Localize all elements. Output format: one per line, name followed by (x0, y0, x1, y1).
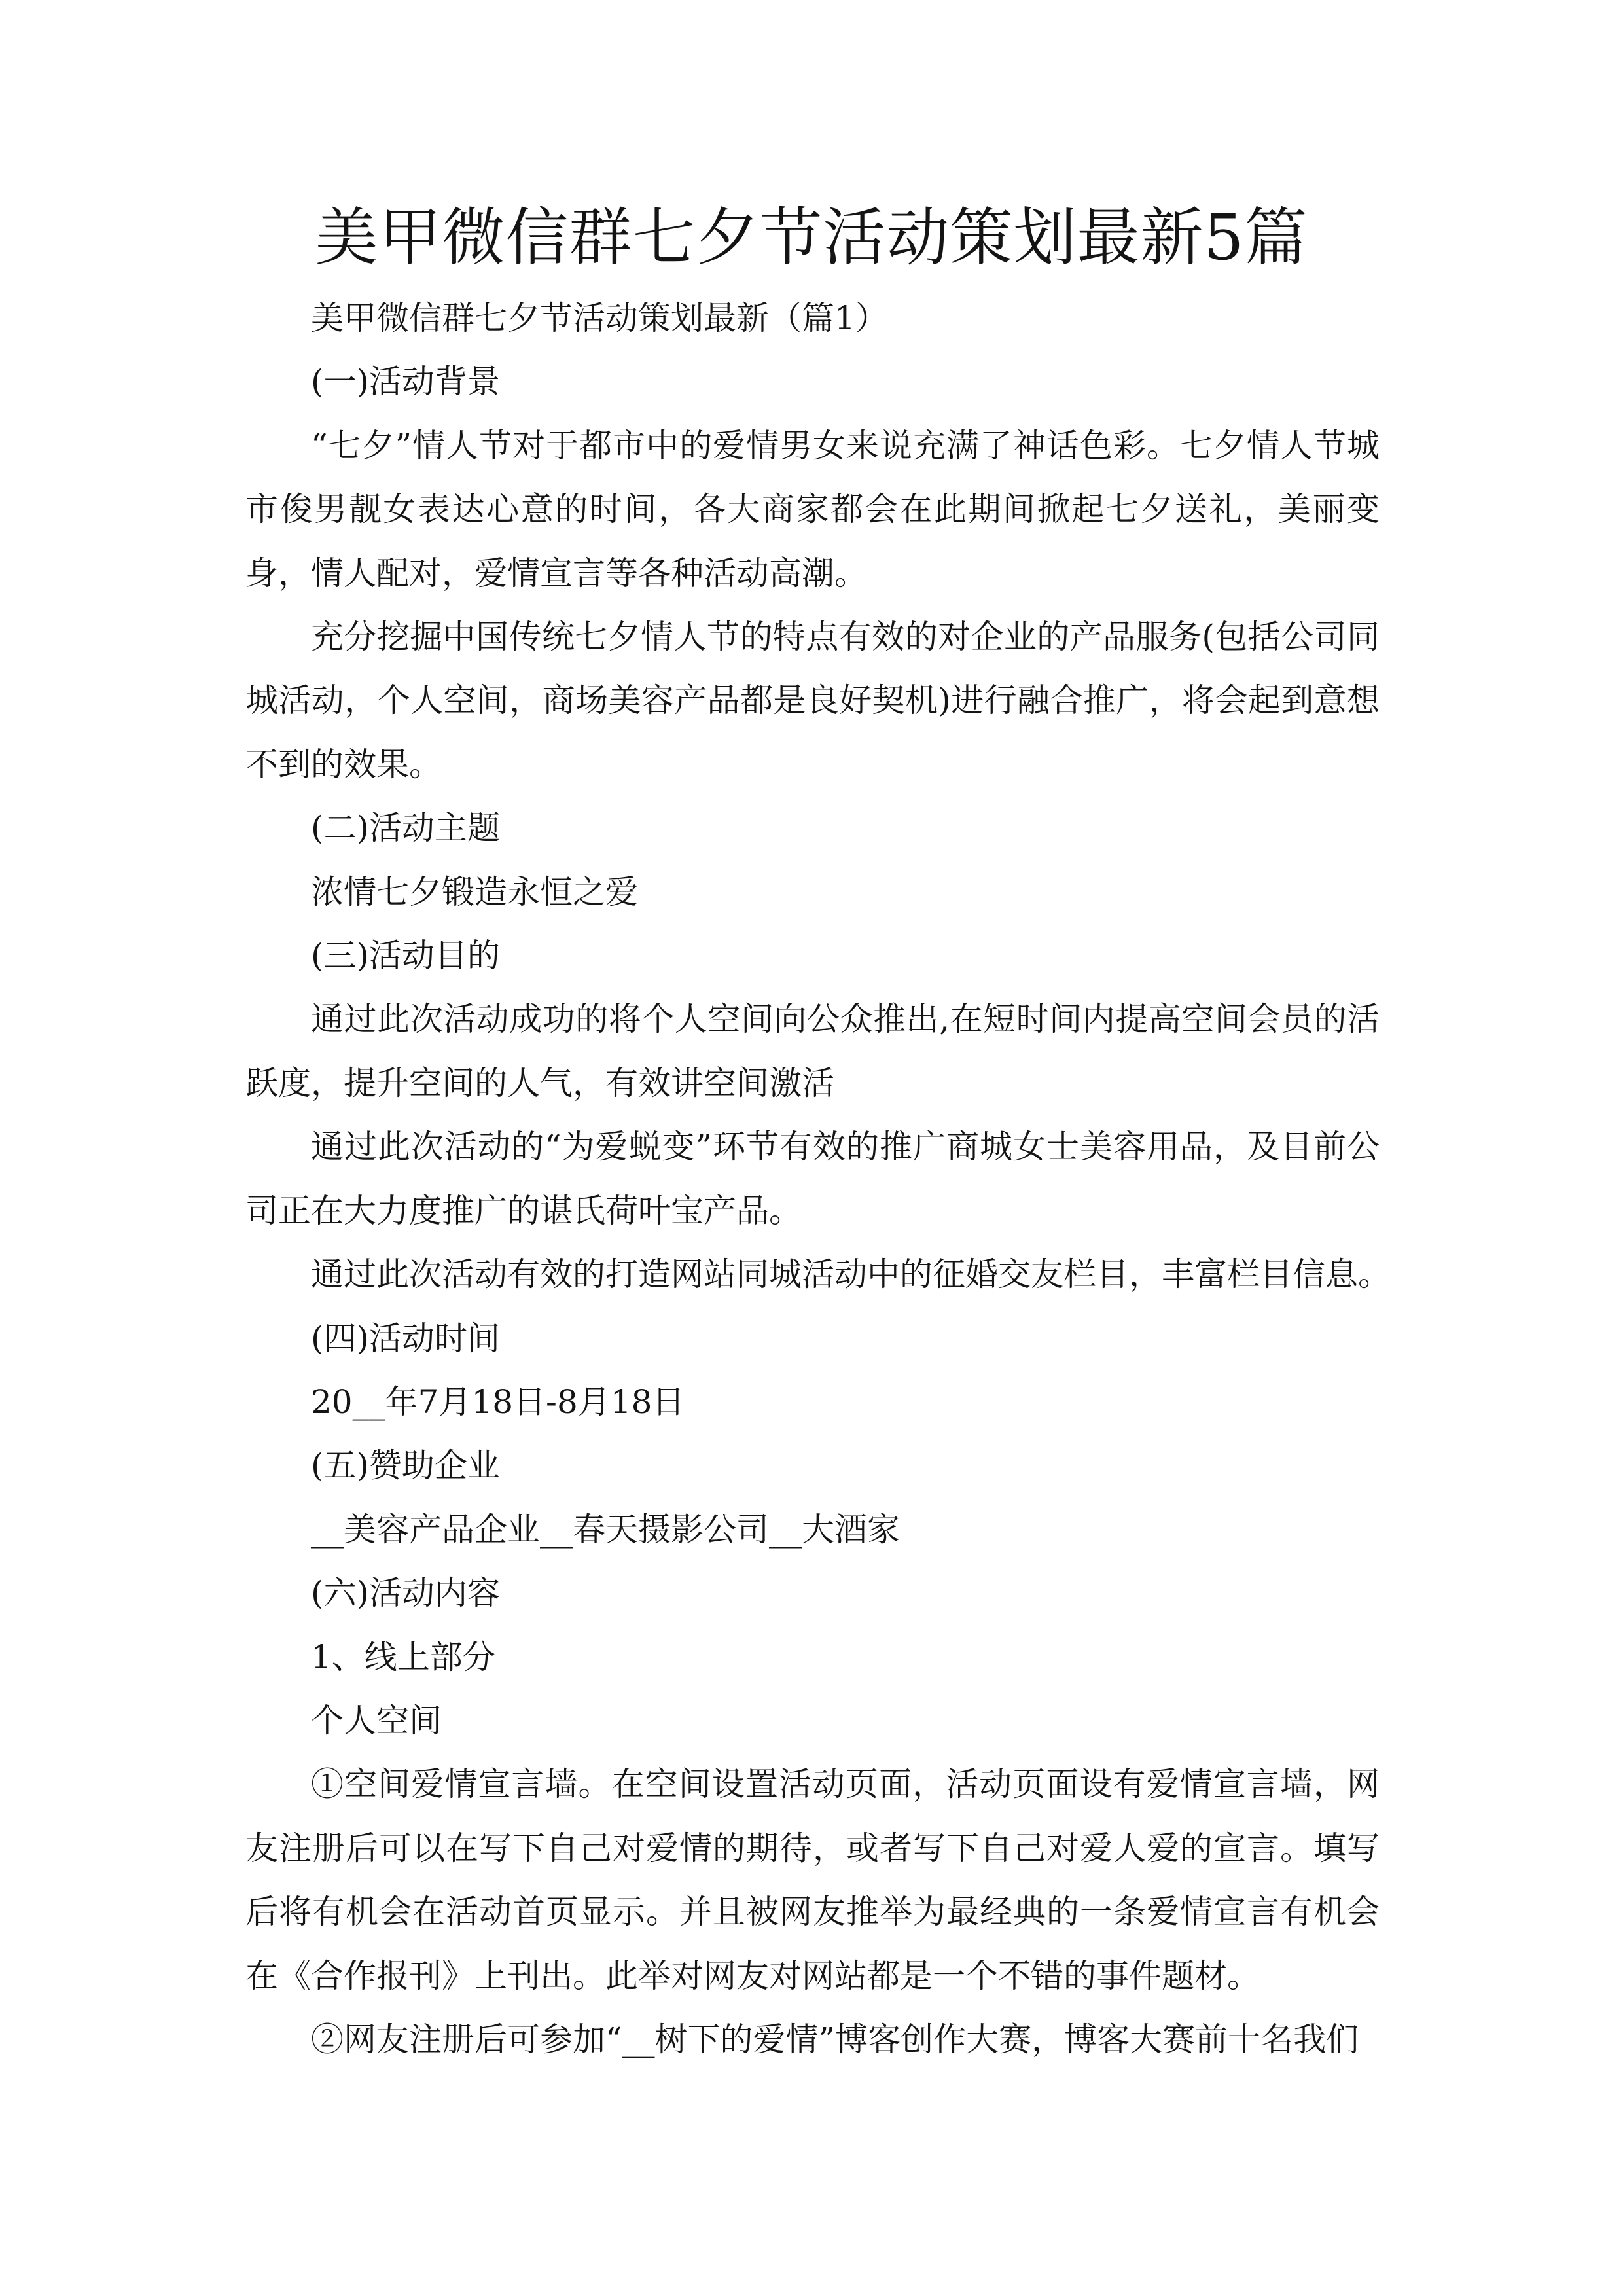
body-paragraph: 充分挖掘中国传统七夕情人节的特点有效的对企业的产品服务(包括公司同城活动，个人空间，商场美容产品都是良好契机)进行融合推广，将会起到意想不到的效果。 (245, 618, 1380, 783)
body-paragraph: 通过此次活动有效的打造网站同城活动中的征婚交友栏目，丰富栏目信息。 (311, 1255, 1391, 1294)
body-paragraph: “七夕”情人节对于都市中的爱情男女来说充满了神话色彩。七夕情人节城市俊男靓女表达心意的时间，各大商家都会在此期间掀起七夕送礼，美丽变身，情人配对，爱情宣言等各种活动高潮。 (245, 426, 1380, 592)
body-paragraph: 20__年7月18日-8月18日 (311, 1382, 685, 1421)
body-paragraph: 通过此次活动成功的将个人空间向公众推出,在短时间内提高空间会员的活跃度，提升空间的人气，有效讲空间激活 (245, 1000, 1380, 1102)
body-paragraph: 通过此次活动的“为爱蜕变”环节有效的推广商城女士美容用品，及目前公司正在大力度推广的谌氏荷叶宝产品。 (245, 1128, 1380, 1230)
body-paragraph: 浓情七夕锻造永恒之爱 (311, 872, 638, 911)
subsection-heading: (六)活动内容 (311, 1574, 501, 1613)
subsection-heading: (四)活动时间 (311, 1319, 501, 1357)
body-paragraph: ①空间爱情宣言墙。在空间设置活动页面，活动页面设有爱情宣言墙，网友注册后可以在写下自己对爱情的期待，或者写下自己对爱人爱的宣言。填写后将有机会在活动首页显示。并且被网友推举为最经典的一条爱情宣言有机会在《合作报刊》上刊出。此举对网友对网站都是一个不错的事件题材。 (245, 1765, 1380, 1995)
document-title: 美甲微信群七夕节活动策划最新5篇 (315, 201, 1308, 274)
subsection-heading: (一)活动背景 (311, 363, 501, 401)
document-body (245, 287, 1391, 2072)
list-heading: 1、线上部分 (311, 1638, 495, 1676)
subsection-heading: (二)活动主题 (311, 809, 501, 848)
body-paragraph: 个人空间 (311, 1701, 442, 1740)
subsection-heading: (三)活动目的 (311, 937, 501, 975)
body-paragraph: __美容产品企业__春天摄影公司__大酒家 (311, 1510, 900, 1549)
body-paragraph: ②网友注册后可参加“__树下的爱情”博客创作大赛，博客大赛前十名我们 (311, 2020, 1359, 2058)
subsection-heading: (五)赞助企业 (311, 1446, 501, 1485)
section-heading: 美甲微信群七夕节活动策划最新（篇1） (311, 299, 888, 337)
